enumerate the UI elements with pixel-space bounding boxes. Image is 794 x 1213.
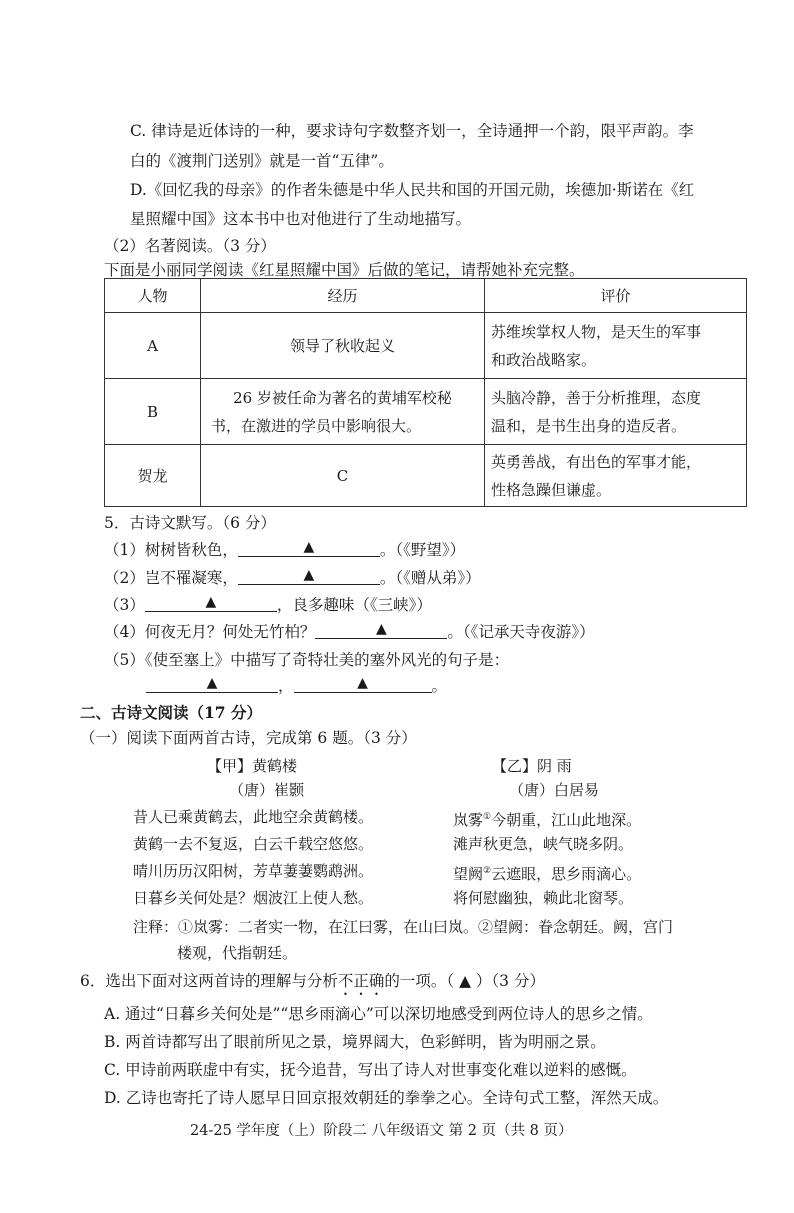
q5-item-3-prefix: （3）: [104, 596, 145, 614]
comma: ，: [278, 677, 294, 695]
q6-stem-text: 的一项。（ ▲ ）（3 分）: [384, 972, 545, 990]
poem-a-line: 晴川历历汉阳树，芳草萋萋鹦鹉洲。: [133, 862, 374, 880]
triangle-marker-icon: ▲: [205, 594, 217, 610]
table-row: [105, 445, 747, 507]
section-2-subtitle: （一）阅读下面两首古诗，完成第 6 题。（3 分）: [80, 729, 417, 747]
table-header-row: [105, 279, 747, 313]
footnote-marker: ②: [483, 866, 492, 876]
poem-b-title: 【乙】阴 雨: [492, 757, 572, 775]
period: 。: [431, 677, 448, 695]
cell-evaluation: [485, 445, 747, 507]
answer-blank[interactable]: [238, 540, 380, 557]
poem-a-line: 日暮乡关何处是？烟波江上使人愁。: [133, 889, 374, 907]
cell-experience-blank: C: [201, 445, 485, 507]
cell-evaluation-line: 温和，是书生出身的造反者。: [491, 416, 687, 435]
option-c-line2: 白的《渡荆门送别》就是一首“五律”。: [130, 152, 394, 170]
q5-item-1-prefix: （1）树树皆秋色，: [104, 541, 238, 559]
page-footer: 24-25 学年度（上）阶段二 八年级语文 第 2 页（共 8 页）: [190, 1123, 573, 1139]
q5-item-2-suffix: 。（《赠从弟》）: [379, 569, 481, 587]
q5-item-3: [104, 595, 432, 615]
answer-blank[interactable]: [315, 622, 447, 639]
option-c-line1: C. 律诗是近体诗的一种，要求诗句字数整齐划一，全诗通押一个韵，限平声韵。李: [130, 122, 694, 140]
annotation-line2: 楼观，代指朝廷。: [177, 944, 298, 962]
triangle-marker-icon: ▲: [303, 567, 315, 583]
poem-b-text: 岚雾: [453, 811, 484, 829]
col-header-experience: 经历: [201, 279, 485, 313]
triangle-marker-icon: ▲: [206, 675, 218, 691]
q2-instruction: 下面是小丽同学阅读《红星照耀中国》后做的笔记，请帮她补充完整。: [104, 261, 585, 279]
q6-stem: [80, 971, 545, 999]
annotation-line1: 注释：①岚雾：二者实一物，在江曰雾，在山曰岚。②望阙：眷念朝廷。阙，宫门: [133, 918, 674, 936]
cell-person: B: [105, 379, 201, 445]
triangle-marker-icon: ▲: [357, 675, 368, 691]
cell-experience-line: 书，在激进的学员中影响很大。: [211, 416, 422, 435]
poem-a-line: 昔人已乘黄鹤去，此地空余黄鹤楼。: [133, 808, 374, 826]
cell-evaluation: [485, 313, 747, 379]
table-row: [105, 379, 747, 445]
q5-item-1-suffix: 。（《野望》）: [379, 541, 466, 559]
poem-b-line: [453, 861, 641, 884]
poem-b-text: 云遮眼，思乡雨滴心。: [491, 865, 642, 883]
q6-option-b: B. 两首诗都写出了眼前所见之景，境界阔大，色彩鲜明，皆为明丽之景。: [104, 1033, 606, 1051]
cell-evaluation-line: 苏维埃掌权人物，是天生的军事: [491, 322, 702, 341]
poem-b-text: 今朝重，江山此地深。: [491, 811, 642, 829]
triangle-marker-icon: ▲: [375, 621, 387, 637]
answer-blank[interactable]: [294, 676, 432, 693]
poem-a-title: 【甲】黄鹤楼: [207, 757, 298, 775]
q6-stem-emphasis: 不正确: [337, 972, 385, 990]
q5-title: 5．古诗文默写。（6 分）: [104, 514, 276, 532]
triangle-marker-icon: ▲: [303, 539, 315, 555]
reading-notes-table: [104, 278, 747, 507]
q5-item-2-prefix: （2）岂不罹凝寒，: [104, 569, 238, 587]
cell-experience-line: 26 岁被任命为著名的黄埔军校秘: [233, 388, 452, 407]
cell-person: A: [105, 313, 201, 379]
q5-item-5-answer: [146, 676, 447, 696]
q5-item-4-suffix: 。（《记承天寺夜游》）: [447, 623, 595, 641]
q5-item-1: [104, 540, 465, 560]
option-d-line2: 星照耀中国》这本书中也对他进行了生动地描写。: [130, 210, 472, 228]
poem-b-line: 滩声秋更急，峡气晓多阴。: [453, 835, 634, 853]
q5-item-3-suffix: ，良多趣味（《三峡》）: [276, 596, 432, 614]
q6-option-a: A. 通过“日暮乡关何处是”“思乡雨滴心”可以深切地感受到两位诗人的思乡之情。: [104, 1005, 653, 1023]
answer-blank[interactable]: [238, 568, 380, 585]
poem-a-line: 黄鹤一去不复返，白云千载空悠悠。: [133, 835, 374, 853]
cell-experience: 领导了秋收起义: [201, 313, 485, 379]
q5-item-4-prefix: （4）何夜无月？何处无竹柏？: [104, 623, 316, 641]
cell-evaluation-line: 英勇善战，有出色的军事才能，: [491, 452, 702, 471]
footnote-marker: ①: [483, 812, 492, 822]
col-header-evaluation: 评价: [485, 279, 747, 313]
option-d-line1: D.《回忆我的母亲》的作者朱德是中华人民共和国的开国元勋，埃德加·斯诺在《红: [130, 181, 695, 199]
table-row: [105, 313, 747, 379]
poem-b-line: [453, 807, 641, 830]
cell-person: 贺龙: [105, 445, 201, 507]
col-header-person: 人物: [105, 279, 201, 313]
section-2-title: 二、古诗文阅读（17 分）: [80, 703, 262, 722]
poem-b-text: 望阙: [453, 865, 484, 883]
cell-evaluation-line: 性格急躁但谦虚。: [491, 480, 612, 499]
q6-stem-text: 6．选出下面对这两首诗的理解与分析: [80, 972, 338, 990]
poem-a-author: （唐）崔颢: [229, 781, 305, 799]
q5-item-4: [104, 622, 595, 642]
poem-b-line: 将何慰幽独，赖此北窗琴。: [453, 889, 634, 907]
cell-experience: [201, 379, 485, 445]
cell-evaluation-line: 头脑冷静，善于分析推理，态度: [491, 388, 702, 407]
answer-blank[interactable]: [145, 595, 277, 612]
cell-evaluation-line: 和政治战略家。: [491, 350, 597, 369]
poem-b-author: （唐）白居易: [509, 781, 600, 799]
q5-item-2: [104, 568, 481, 588]
q6-option-c: C. 甲诗前两联虚中有实，抚今追昔，写出了诗人对世事变化难以逆料的感慨。: [104, 1061, 637, 1079]
q5-item-5: （5）《使至塞上》中描写了奇特壮美的塞外风光的句子是：: [104, 651, 510, 669]
q2-title: （2）名著阅读。（3 分）: [104, 237, 276, 255]
cell-evaluation: [485, 379, 747, 445]
answer-blank[interactable]: [146, 676, 278, 693]
q6-option-d: D. 乙诗也寄托了诗人愿早日回京报效朝廷的拳拳之心。全诗句式工整，浑然天成。: [104, 1089, 669, 1107]
